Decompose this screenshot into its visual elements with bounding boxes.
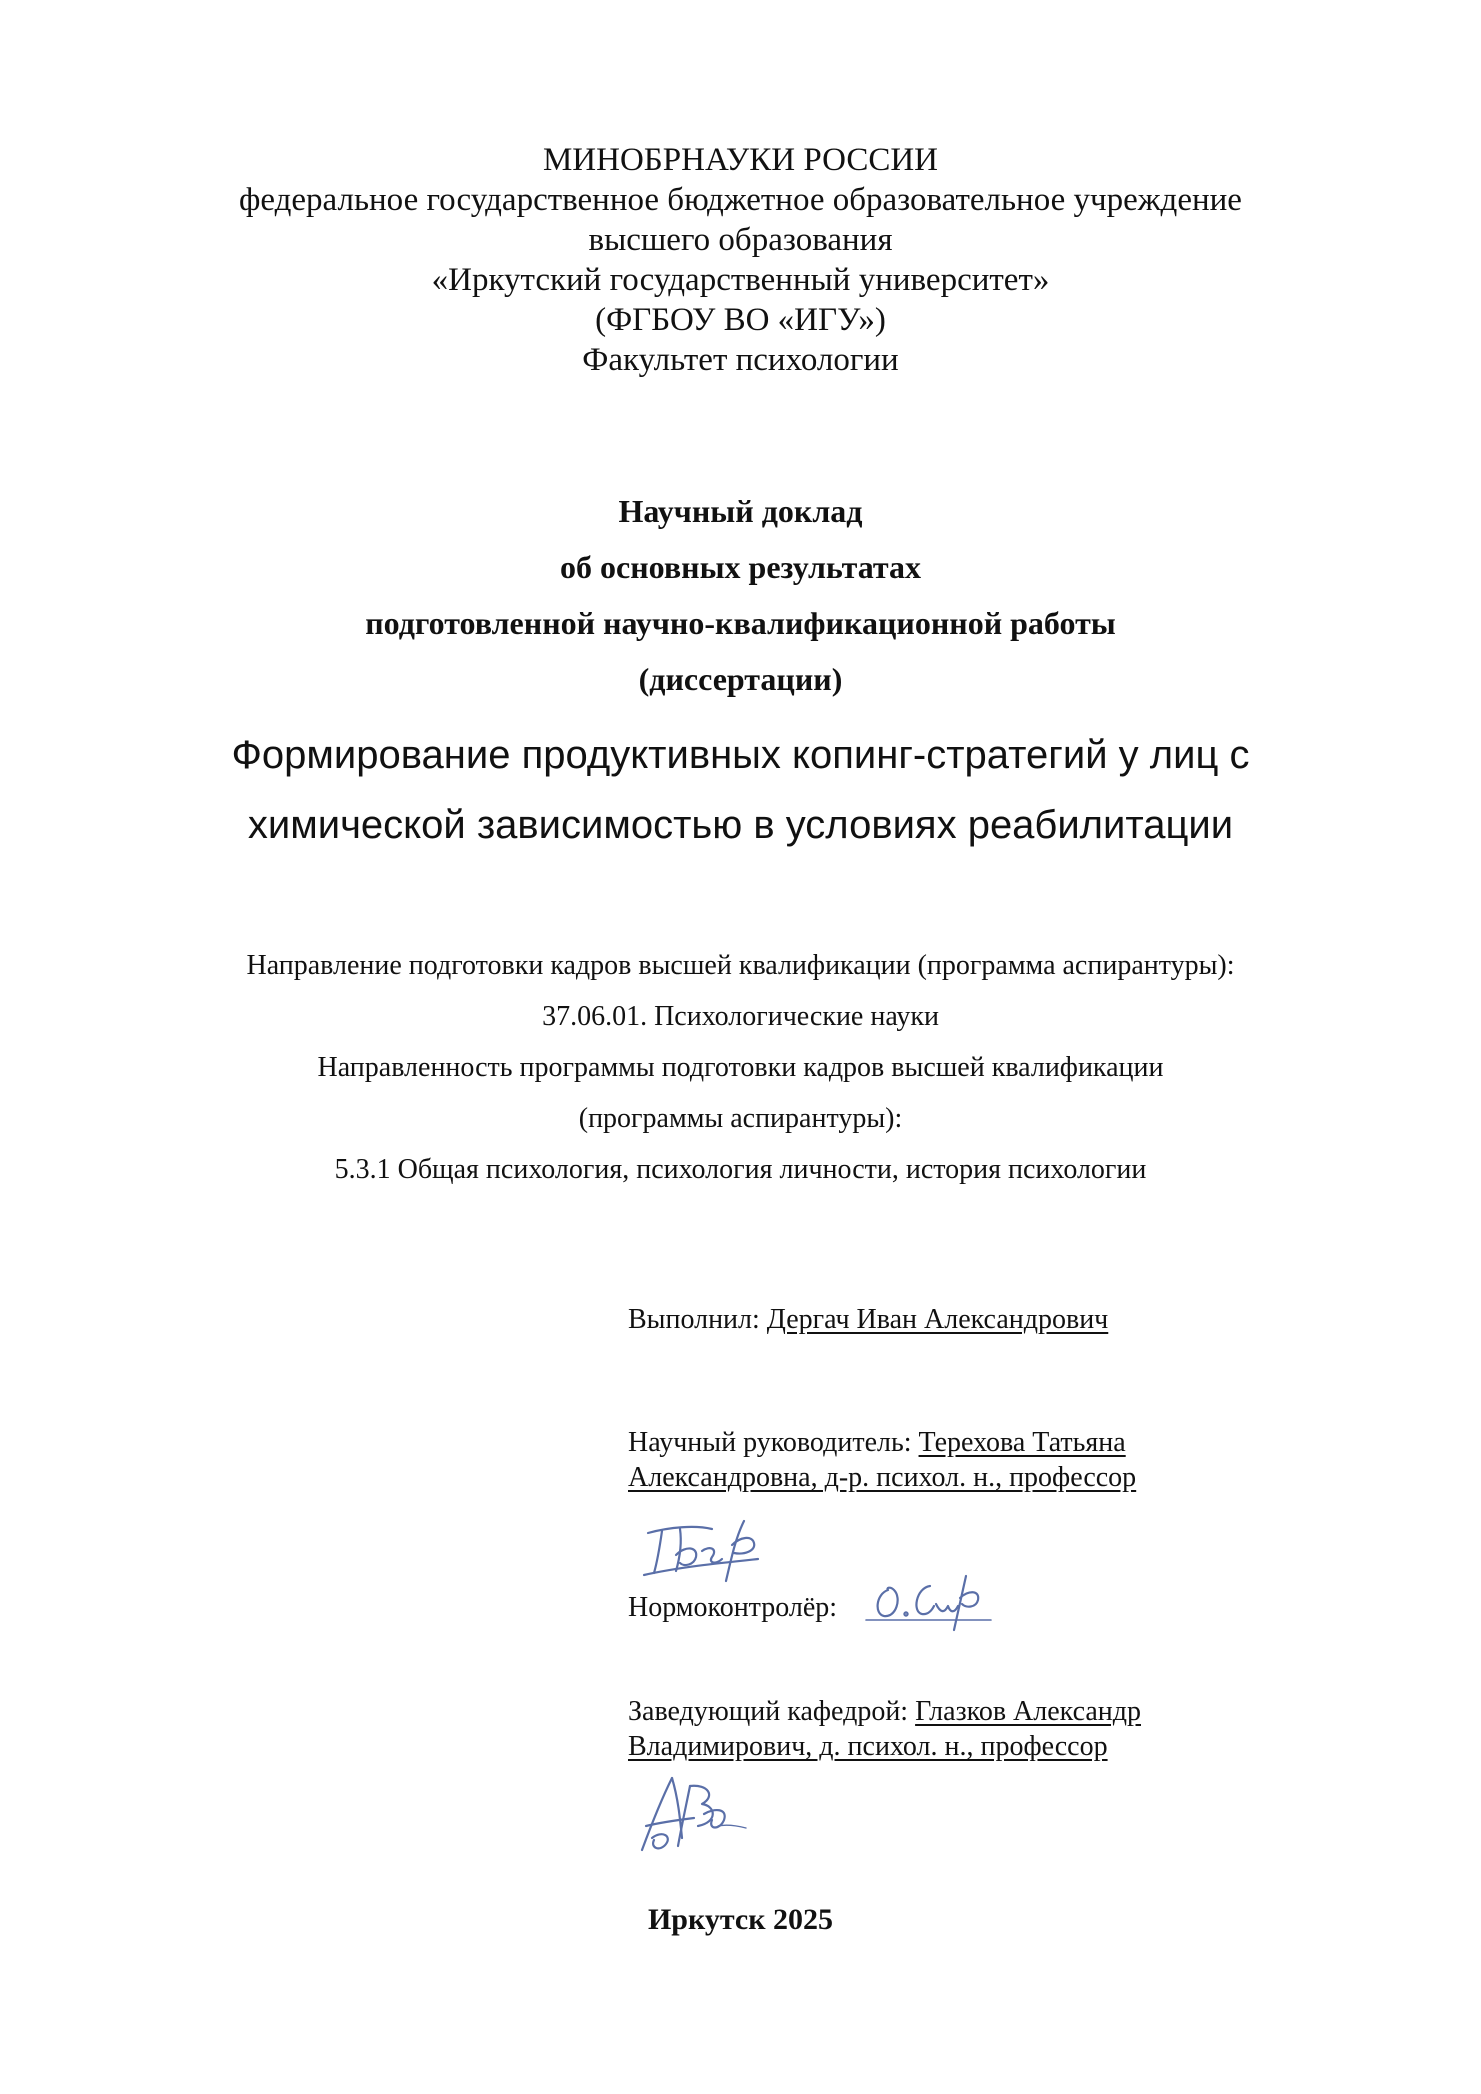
head-title: Владимирович, д. психол. н., профессор [628, 1731, 1108, 1762]
normcontrol-block [628, 1590, 837, 1625]
author-label: Выполнил: [628, 1304, 767, 1335]
faculty-line: Факультет психологии [582, 342, 899, 378]
education-level-line: высшего образования [588, 222, 893, 258]
author-block [628, 1302, 1108, 1337]
program-specialty: 5.3.1 Общая психология, психология личности, история психологии [334, 1154, 1147, 1185]
program-focus-label: Направленность программы подготовки кадров высшей квалификации [317, 1052, 1164, 1083]
author-name: Дергач Иван Александрович [766, 1304, 1109, 1335]
institution-type-line: федеральное государственное бюджетное образовательное учреждение [239, 182, 1242, 218]
university-name-line: «Иркутский государственный университет» [431, 262, 1050, 298]
head-of-department-block [628, 1694, 1141, 1764]
supervisor-label: Научный руководитель: [628, 1427, 919, 1458]
normcontrol-label: Нормоконтролёр: [628, 1592, 838, 1623]
program-direction-label: Направление подготовки кадров высшей квалификации (программа аспирантуры): [246, 950, 1235, 981]
program-focus-label-cont: (программы аспирантуры): [578, 1103, 903, 1134]
topic-line: химической зависимостью в условиях реабилитации [247, 803, 1234, 847]
supervisor-signature-icon [640, 1515, 770, 1585]
ministry-line: МИНОБРНАУКИ РОССИИ [542, 142, 939, 178]
city-year: Иркутск 2025 [647, 1903, 834, 1936]
head-name: Глазков Александр [915, 1696, 1141, 1727]
program-info [0, 940, 1481, 1195]
supervisor-title: Александровна, д-р. психол. н., профессор [628, 1462, 1137, 1493]
head-label: Заведующий кафедрой: [628, 1696, 916, 1727]
university-header [0, 140, 1481, 380]
report-title-line: (диссертации) [638, 661, 843, 697]
normcontrol-signature-icon [866, 1568, 991, 1634]
report-title-line: Научный доклад [618, 493, 863, 529]
university-abbr-line: (ФГБОУ ВО «ИГУ») [595, 302, 886, 338]
dissertation-topic [0, 720, 1481, 860]
topic-line: Формирование продуктивных копинг-стратегий у лиц с [231, 733, 1250, 777]
report-title [0, 483, 1481, 707]
supervisor-block [628, 1425, 1136, 1495]
head-signature-icon [632, 1768, 752, 1858]
report-title-line: об основных результатах [560, 549, 921, 585]
report-title-line: подготовленной научно-квалификационной работы [365, 605, 1116, 641]
supervisor-name: Терехова Татьяна [918, 1427, 1126, 1458]
program-direction-code: 37.06.01. Психологические науки [542, 1001, 939, 1032]
